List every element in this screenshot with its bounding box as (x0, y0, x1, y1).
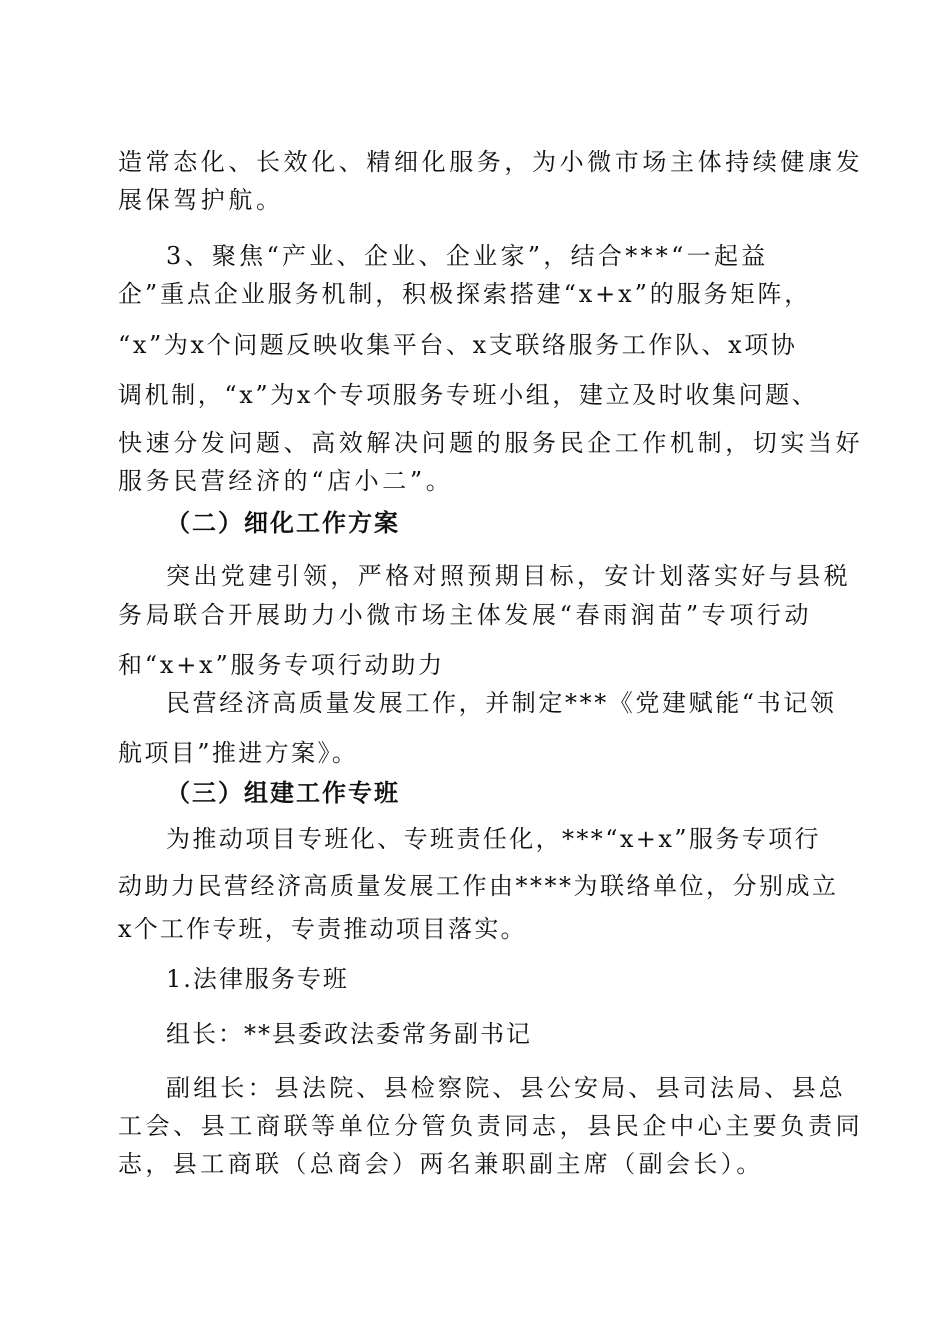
paragraph-line: 务局联合开展助力小微市场主体发展“春雨润苗”专项行动 (118, 601, 813, 629)
paragraph-line: 3、聚焦“产业、企业、企业家”，结合***“一起益 (166, 242, 769, 270)
section-heading: （三）组建工作专班 (166, 778, 400, 807)
paragraph-line: 组长：**县委政法委常务副书记 (166, 1020, 532, 1048)
paragraph-line: 突出党建引领，严格对照预期目标，安计划落实好与县税 (166, 562, 851, 590)
paragraph-line: 企”重点企业服务机制，积极探索搭建“x+x”的服务矩阵， (118, 280, 812, 308)
paragraph-line: x个工作专班，专责推动项目落实。 (118, 915, 527, 943)
paragraph-line: 航项目”推进方案》。 (118, 739, 359, 767)
paragraph-line: 和“x+x”服务专项行动助力 (118, 651, 445, 679)
paragraph-line: 志，县工商联（总商会）两名兼职副主席（副会长）。 (118, 1150, 764, 1178)
paragraph-line: 1.法律服务专班 (166, 965, 349, 993)
paragraph-line: 造常态化、长效化、精细化服务，为小微市场主体持续健康发 (118, 148, 864, 176)
paragraph-line: 民营经济高质量发展工作，并制定***《党建赋能“书记领 (166, 689, 837, 717)
paragraph-line: 服务民营经济的“店小二”。 (118, 467, 454, 495)
paragraph-line: 快速分发问题、高效解决问题的服务民企工作机制，切实当好 (118, 429, 864, 457)
paragraph-line: 动助力民营经济高质量发展工作由****为联络单位，分别成立 (118, 872, 839, 900)
paragraph-line: “x”为x个问题反映收集平台、x支联络服务工作队、x项协 (118, 331, 798, 359)
paragraph-line: 调机制，“x”为x个专项服务专班小组，建立及时收集问题、 (118, 381, 819, 409)
paragraph-line: 为推动项目专班化、专班责任化，***“x+x”服务专项行 (166, 825, 821, 853)
paragraph-line: 展保驾护航。 (118, 186, 284, 214)
paragraph-line: 工会、县工商联等单位分管负责同志，县民企中心主要负责同 (118, 1112, 864, 1140)
section-heading: （二）细化工作方案 (166, 508, 400, 537)
paragraph-line: 副组长：县法院、县检察院、县公安局、县司法局、县总 (166, 1074, 846, 1102)
